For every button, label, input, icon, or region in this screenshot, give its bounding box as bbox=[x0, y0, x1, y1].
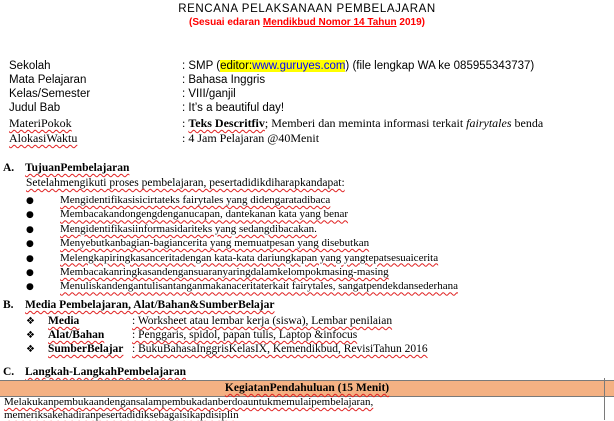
bullet-icon: ● bbox=[26, 239, 34, 250]
objective-text: Menuliskandengantulisantanganmakanaceritaterkait fairytales, sangatpendekdansederhana bbox=[60, 280, 458, 293]
media-value: : Worksheet atau lembar kerja (siswa), Lembar penilaian bbox=[132, 315, 393, 327]
section-a-letter: A. bbox=[3, 162, 15, 174]
page-subtitle bbox=[0, 17, 614, 28]
section-c-heading bbox=[3, 366, 186, 378]
activity-heading: KegiatanPendahuluan (15 Menit) bbox=[224, 382, 390, 394]
subject-value: : Bahasa Inggris bbox=[182, 74, 266, 86]
section-b-title: Media Pembelajaran, Alat/Bahan&SumberBelajar bbox=[25, 299, 275, 311]
school-prefix: : SMP ( bbox=[182, 60, 221, 72]
section-b-heading bbox=[3, 299, 274, 311]
objective-item bbox=[26, 251, 438, 265]
topic-label: MateriPokok bbox=[9, 116, 72, 130]
media-key: Alat/Bahan bbox=[48, 329, 105, 341]
bullet-icon: ● bbox=[26, 282, 34, 293]
table-right-border bbox=[604, 378, 605, 420]
topic-colon: : bbox=[182, 116, 189, 130]
topic-value bbox=[182, 116, 543, 130]
bullet-icon: ● bbox=[26, 253, 34, 264]
school-highlight-link[interactable]: www.guruyes.com bbox=[252, 60, 346, 72]
media-row bbox=[26, 328, 357, 342]
media-value: : BukuBahasaInggrisKelasIX, Kemendikbud, RevisiTahun 2016 bbox=[132, 343, 428, 355]
subtitle-prefix: (Sesuai edaran bbox=[189, 17, 263, 28]
class-value: : VIII/ganjil bbox=[182, 88, 236, 100]
subject-label: Mata Pelajaran bbox=[9, 74, 87, 86]
topic-end: benda bbox=[511, 116, 544, 130]
school-value bbox=[182, 59, 534, 73]
section-c-letter: C. bbox=[3, 366, 15, 378]
objective-text: Melengkapiringkasanceritadengan kata-kata dariungkapan yang yangtepatsesuaicerita bbox=[60, 251, 439, 264]
school-highlight-editor: editor: bbox=[220, 60, 253, 72]
bullet-icon: ● bbox=[26, 268, 34, 278]
class-label: Kelas/Semester bbox=[9, 88, 91, 100]
objective-item bbox=[26, 222, 317, 236]
diamond-bullet-icon: ❖ bbox=[26, 316, 35, 327]
objective-text: Mengidentifikasiinformasidariteks yang sedangdibacakan. bbox=[60, 222, 317, 235]
time-value: : 4 Jam Pelajaran @40Menit bbox=[182, 131, 320, 145]
objective-text: Membacakanringkasandengansuaranyaringdalamkelompokmasing-masing bbox=[60, 266, 389, 278]
media-key: SumberBelajar bbox=[48, 343, 124, 355]
page-title: RENCANA PELAKSANAAN PEMBELAJARAN bbox=[178, 3, 436, 15]
section-a-title: TujuanPembelajaran bbox=[25, 162, 130, 174]
objective-item bbox=[26, 236, 369, 250]
activity-line-2: memeriksakehadiranpesertadidiksebagaisikapdisiplin bbox=[4, 409, 239, 421]
objective-item bbox=[26, 279, 458, 293]
activity-heading-band bbox=[0, 380, 614, 397]
topic-mid: ; Memberi dan meminta informasi terkait bbox=[264, 116, 467, 130]
activity-line-1: Melakukanpembukaandengansalampembukadanberdoauntukmemulaipembelajaran, bbox=[4, 396, 374, 408]
subtitle-underlined: Mendikbud Nomor 14 Tahun bbox=[262, 17, 397, 28]
media-key: Media bbox=[48, 315, 80, 327]
objective-text: Mengidentifikasisicirtateks fairytales yang didengaratadibaca bbox=[60, 194, 331, 206]
section-a-intro: Setelahmengikuti proses pembelajaran, pesertadidikdiharapkandapat: bbox=[26, 177, 345, 189]
school-label: Sekolah bbox=[9, 60, 51, 72]
section-a-heading bbox=[3, 162, 129, 174]
bullet-icon: ● bbox=[26, 210, 34, 221]
diamond-bullet-icon: ❖ bbox=[26, 330, 35, 341]
chapter-value: : It’s a beautiful day! bbox=[182, 102, 285, 114]
media-value: : Penggaris, spidol, papan tulis, Laptop &infocus bbox=[132, 329, 358, 341]
objective-item bbox=[26, 265, 389, 279]
school-suffix: ) (file lengkap WA ke 085955343737) bbox=[345, 60, 535, 72]
section-c-title: Langkah-LangkahPembelajaran bbox=[25, 366, 187, 378]
objective-item bbox=[26, 193, 330, 207]
bullet-icon: ● bbox=[26, 196, 34, 206]
objective-text: Menyebutkanbagian-bagiancerita yang memuatpesan yang disebutkan bbox=[60, 237, 370, 250]
topic-italic: fairytales bbox=[466, 116, 512, 130]
time-label: AlokasiWaktu bbox=[9, 131, 78, 145]
objective-text: Membacakandongengdenganucapan, dantekanan kata yang benar bbox=[60, 208, 349, 221]
media-row bbox=[26, 314, 392, 328]
bullet-icon: ● bbox=[26, 224, 34, 235]
media-row bbox=[26, 342, 428, 356]
topic-bold: Teks Descritfiv bbox=[188, 116, 265, 130]
subtitle-suffix: 2019) bbox=[396, 17, 425, 28]
objective-item bbox=[26, 207, 348, 221]
section-b-letter: B. bbox=[3, 299, 14, 311]
diamond-bullet-icon: ❖ bbox=[26, 344, 35, 355]
chapter-label: Judul Bab bbox=[9, 102, 61, 114]
